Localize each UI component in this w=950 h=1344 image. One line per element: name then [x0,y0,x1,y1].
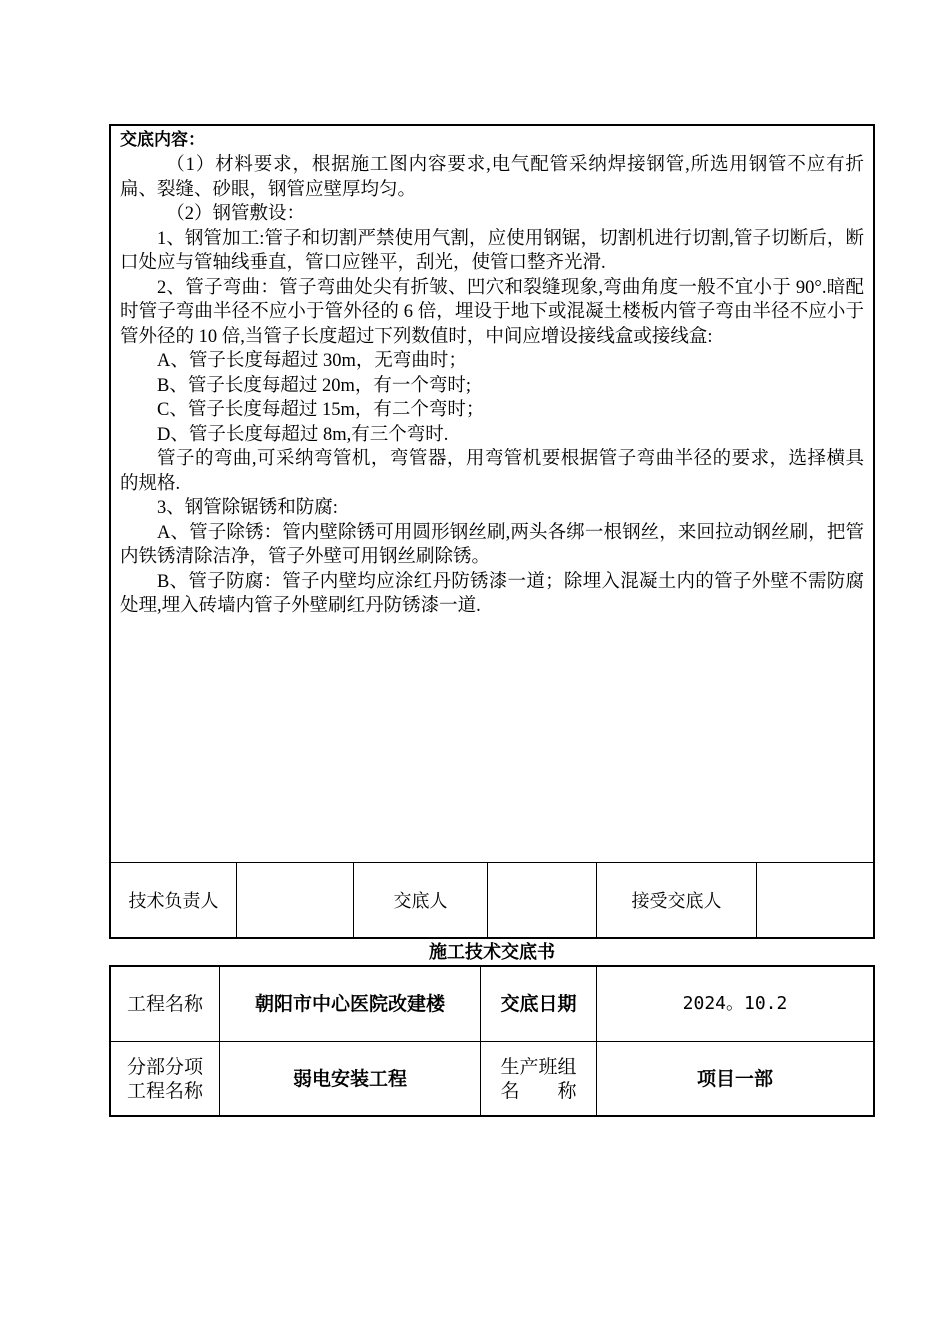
paragraph-bending: 2、管子弯曲：管子弯曲处尖有折皱、凹穴和裂缝现象,弯曲角度一般不宜小于 90°.暗配时管子弯曲半径不应小于管外径的 6 倍，埋设于地下或混凝土楼板内管子弯由半径不应小于管外径的 10 倍,当管子长度超过下列数值时，中间应增设接线盒或接线盒: [120,277,864,347]
tech-lead-signature-field[interactable] [237,863,354,937]
paragraph-anticorrosion: B、管子防腐：管子内壁均应涂红丹防锈漆一道；除埋入混凝土内的管子外壁不需防腐处理,埋入砖墙内管子外壁刷红丹防锈漆一道. [120,571,864,616]
team-label-line-2: 名 称 [500,1079,577,1102]
paragraph-laying: （2）钢管敷设： [166,204,306,224]
paragraph-processing: 1、钢管加工:管子和切割严禁使用气割，应使用钢锯，切割机进行切割,管子切断后，断口处应与管轴线垂直，管口应锉平，刮光，使管口整齐光滑. [120,228,864,273]
disclosure-content-table [109,124,875,939]
date-label: 交底日期 [481,967,597,1041]
team-label [481,1042,597,1115]
team-value: 项目一部 [696,1067,773,1090]
receiver-signature-field[interactable] [757,863,873,937]
project-name-label: 工程名称 [111,967,220,1041]
content-label: 交底内容： [120,130,205,150]
project-info-table [109,965,875,1117]
paragraph-derust: A、管子除锈：管内壁除锈可用圆形钢丝刷,两头各绑一根钢丝，来回拉动钢丝刷，把管内铁锈清除洁净，管子外壁可用钢丝刷除锈。 [120,522,864,567]
list-item-b: B、管子长度每超过 20m，有一个弯时; [157,375,471,396]
project-info-row-2 [111,1042,873,1115]
sub-project-label-line-2: 工程名称 [126,1079,203,1102]
tech-lead-label: 技术负责人 [111,863,237,937]
project-name-value: 朝阳市中心医院改建楼 [220,967,481,1041]
discloser-label: 交底人 [354,863,488,937]
paragraph-bending-tools: 管子的弯曲,可采纳弯管机，弯管器，用弯管机要根据管子弯曲半径的要求，选择横具的规格. [120,449,864,494]
discloser-signature-field[interactable] [488,863,597,937]
list-item-c: C、管子长度每超过 15m，有二个弯时； [157,400,485,420]
project-info-row-1 [111,967,873,1042]
disclosure-content-cell [111,126,873,862]
paragraph-rust-heading: 3、钢管除锯锈和防腐: [157,498,338,518]
date-value: 2024。10.2 [682,993,788,1014]
sub-project-label-line-1: 分部分项 [126,1055,203,1078]
team-label-line-1: 生产班组 [500,1055,577,1078]
document-title: 施工技术交底书 [429,942,555,963]
list-item-d: D、管子长度每超过 8m,有三个弯时. [157,424,449,445]
sub-project-label [111,1042,220,1115]
paragraph-material: （1）材料要求，根据施工图内容要求,电气配管采纳焊接钢管,所选用钢管不应有折扁、裂缝、砂眼，钢管应壁厚均匀。 [120,155,864,200]
receiver-label: 接受交底人 [597,863,757,937]
sub-project-value: 弱电安装工程 [220,1042,481,1115]
list-item-a: A、管子长度每超过 30m，无弯曲时； [157,351,467,371]
signature-row [111,862,873,937]
